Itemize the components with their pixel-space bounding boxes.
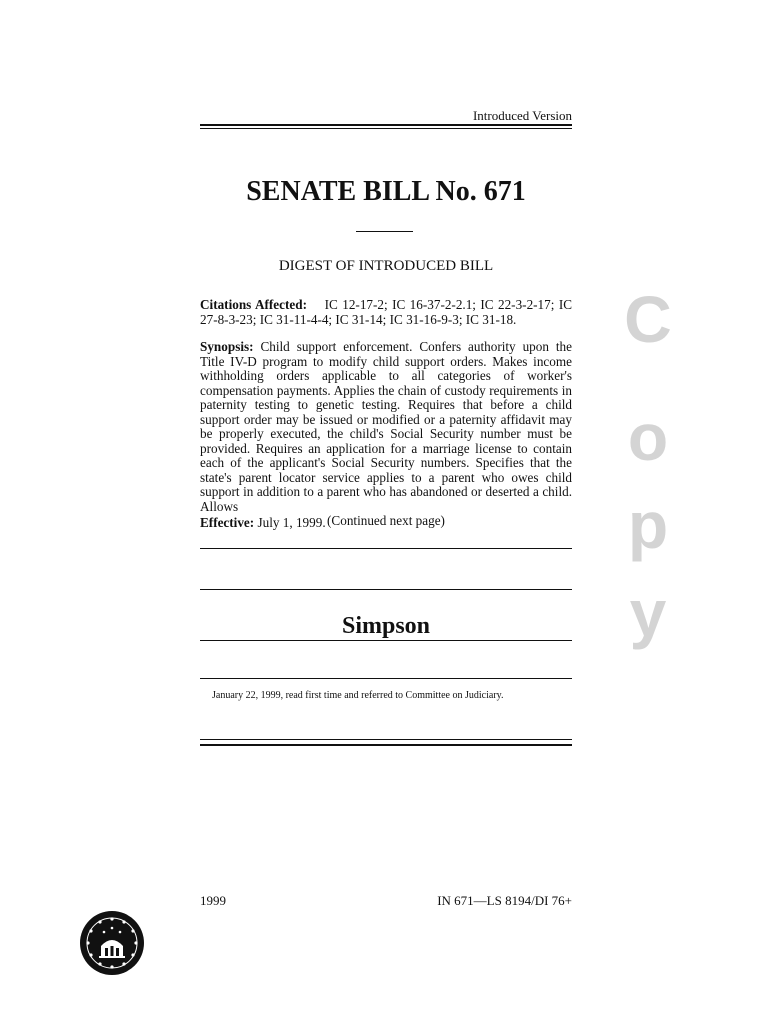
citations-paragraph bbox=[200, 298, 572, 327]
footer-doc-id: IN 671—LS 8194/DI 76+ bbox=[437, 893, 572, 908]
effective-text: July 1, 1999. bbox=[257, 515, 326, 530]
header-rule-thin bbox=[200, 128, 572, 129]
continued-note: (Continued next page) bbox=[327, 513, 445, 528]
effective-paragraph bbox=[200, 513, 572, 531]
version-label: Introduced Version bbox=[472, 108, 572, 123]
state-seal-icon bbox=[79, 910, 145, 976]
effective-label: Effective: bbox=[200, 515, 255, 530]
section-rule-3 bbox=[200, 678, 572, 679]
history-note: January 22, 1999, read first time and referred to Committee on Judiciary. bbox=[212, 690, 504, 701]
footer-rule-thin bbox=[200, 739, 572, 740]
footer-rule-thick bbox=[200, 744, 572, 746]
watermark-letter-o: o bbox=[627, 400, 669, 474]
synopsis-text: Child support enforcement. Confers authority upon the Title IV-D program to modify child support orders. Makes income withholding orders applicable to all categories of worker's compensation payments. Applies the chain of custody requirements in paternity testing to genetic testing. Requires that before a child support order may be issued or modified or a paternity affidavit may be properly executed, the child's Social Security number must be provided. Requires an application for a marriage license to contain each of the applicant's Social Security numbers. Specifies that the state's parent locator service applies to a parent who owes child support in addition to a parent who has abandoned or deserted a child. Allows bbox=[200, 339, 572, 514]
watermark-letter-c: C bbox=[624, 282, 672, 356]
sponsor-name: Simpson bbox=[341, 613, 431, 639]
sponsor-rule bbox=[200, 640, 572, 641]
synopsis-label: Synopsis: bbox=[200, 339, 254, 354]
section-rule-2 bbox=[200, 589, 572, 590]
bill-title: SENATE BILL No. 671 bbox=[246, 176, 526, 207]
title-divider bbox=[356, 231, 413, 232]
citations-label: Citations Affected: bbox=[200, 297, 307, 312]
footer-year: 1999 bbox=[200, 893, 226, 908]
digest-heading: DIGEST OF INTRODUCED BILL bbox=[278, 258, 494, 274]
watermark-letter-p: p bbox=[627, 488, 669, 562]
watermark-letter-y: y bbox=[629, 576, 667, 650]
section-rule-1 bbox=[200, 548, 572, 549]
citations-text: IC 12-17-2; IC 16-37-2-2.1; IC 22-3-2-17; IC 27-8-3-23; IC 31-11-4-4; IC 31-14; IC 31-16-9-3; IC 31-18. bbox=[200, 297, 573, 327]
header-rule-thick bbox=[200, 124, 572, 126]
synopsis-paragraph bbox=[200, 340, 572, 529]
